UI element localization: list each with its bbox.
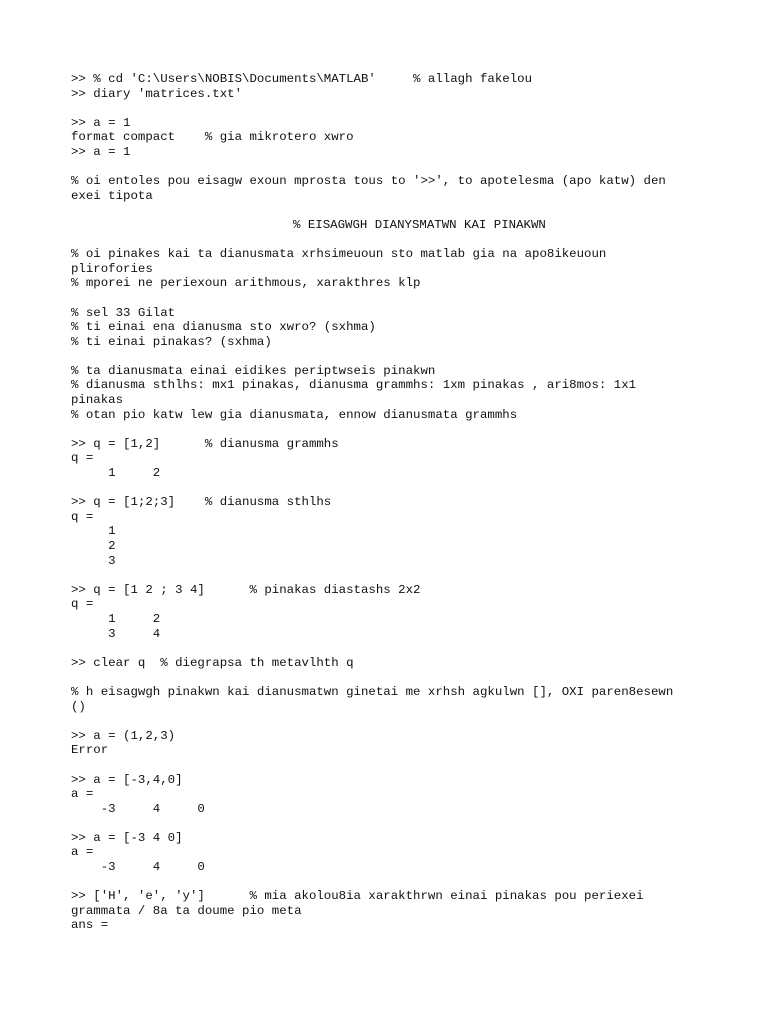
command-line: >> a = [-3,4,0] — [71, 772, 183, 787]
output-line: -3 4 0 — [71, 801, 205, 816]
blank-line — [71, 641, 711, 656]
text-line: >> a = 1 — [71, 115, 131, 130]
output-line: a = — [71, 787, 94, 802]
text-line: >> diary 'matrices.txt' — [71, 86, 243, 101]
blank-line — [71, 568, 711, 583]
text-line: % mporei ne periexoun arithmous, xarakthres klp — [71, 276, 421, 291]
blank-line — [71, 816, 711, 831]
output-line: -3 4 0 — [71, 860, 205, 875]
blank-line — [71, 875, 711, 890]
command-line: >> clear q % diegrapsa th metavlhth q — [71, 655, 354, 670]
output-line: q = — [71, 597, 94, 612]
text-line: plirofories — [71, 261, 153, 276]
text-line: >> a = 1 — [71, 144, 131, 159]
blank-line — [71, 670, 711, 685]
text-line: % ti einai ena dianusma sto xwro? (sxhma) — [71, 320, 376, 335]
command-line: >> q = [1 2 ; 3 4] % pinakas diastashs 2x2 — [71, 582, 421, 597]
text-line: exei tipota — [71, 188, 153, 203]
section-heading: % EISAGWGH DIANYSMATWN KAI PINAKWN — [293, 217, 546, 232]
output-line: q = — [71, 451, 94, 466]
blank-line — [71, 203, 711, 218]
blank-line — [71, 291, 711, 306]
output-line: 3 4 — [71, 626, 161, 641]
output-line: a = — [71, 845, 94, 860]
command-line: >> a = [-3 4 0] — [71, 830, 183, 845]
blank-line — [71, 160, 711, 175]
text-line: % ta dianusmata einai eidikes periptwseis pinakwn — [71, 363, 436, 378]
text-line: % oi entoles pou eisagw exoun mprosta tous to '>>', to apotelesma (apo katw) den — [71, 174, 666, 189]
output-line: 1 2 — [71, 611, 161, 626]
output-line: q = — [71, 509, 94, 524]
blank-line — [71, 758, 711, 773]
output-line: 1 2 — [71, 466, 161, 481]
blank-line — [71, 233, 711, 248]
output-line: Error — [71, 743, 109, 758]
blank-line — [71, 481, 711, 496]
output-line: 1 — [71, 524, 116, 539]
text-line: % otan pio katw lew gia dianusmata, ennow dianusmata grammhs — [71, 407, 518, 422]
text-line: () — [71, 699, 86, 714]
text-line: % dianusma sthlhs: mx1 pinakas, dianusma grammhs: 1xm pinakas , ari8mos: 1x1 — [71, 378, 637, 393]
output-line: 3 — [71, 553, 116, 568]
command-line: >> ['H', 'e', 'y'] % mia akolou8ia xarakthrwn einai pinakas pou periexei — [71, 889, 644, 904]
output-line: 2 — [71, 539, 116, 553]
text-line: % sel 33 Gilat — [71, 305, 176, 320]
text-line: grammata / 8a ta doume pio meta — [71, 903, 302, 918]
blank-line — [71, 349, 711, 364]
blank-line — [71, 714, 711, 729]
document-page — [71, 72, 711, 933]
text-line: % h eisagwgh pinakwn kai dianusmatwn ginetai me xrhsh agkulwn [], OXI paren8esewn — [71, 684, 674, 699]
text-line: >> % cd 'C:\Users\NOBIS\Documents\MATLAB' % allagh fakelou — [71, 72, 533, 86]
command-line: >> a = (1,2,3) — [71, 728, 176, 743]
command-line: >> q = [1;2;3] % dianusma sthlhs — [71, 495, 332, 510]
command-line: >> q = [1,2] % dianusma grammhs — [71, 436, 339, 451]
text-line: pinakas — [71, 393, 124, 408]
blank-line — [71, 101, 711, 116]
text-line: format compact % gia mikrotero xwro — [71, 130, 354, 145]
blank-line — [71, 422, 711, 437]
text-line: % oi pinakes kai ta dianusmata xrhsimeuoun sto matlab gia na apo8ikeuoun — [71, 247, 607, 262]
text-line: % ti einai pinakas? (sxhma) — [71, 334, 272, 349]
output-line: ans = — [71, 918, 109, 933]
